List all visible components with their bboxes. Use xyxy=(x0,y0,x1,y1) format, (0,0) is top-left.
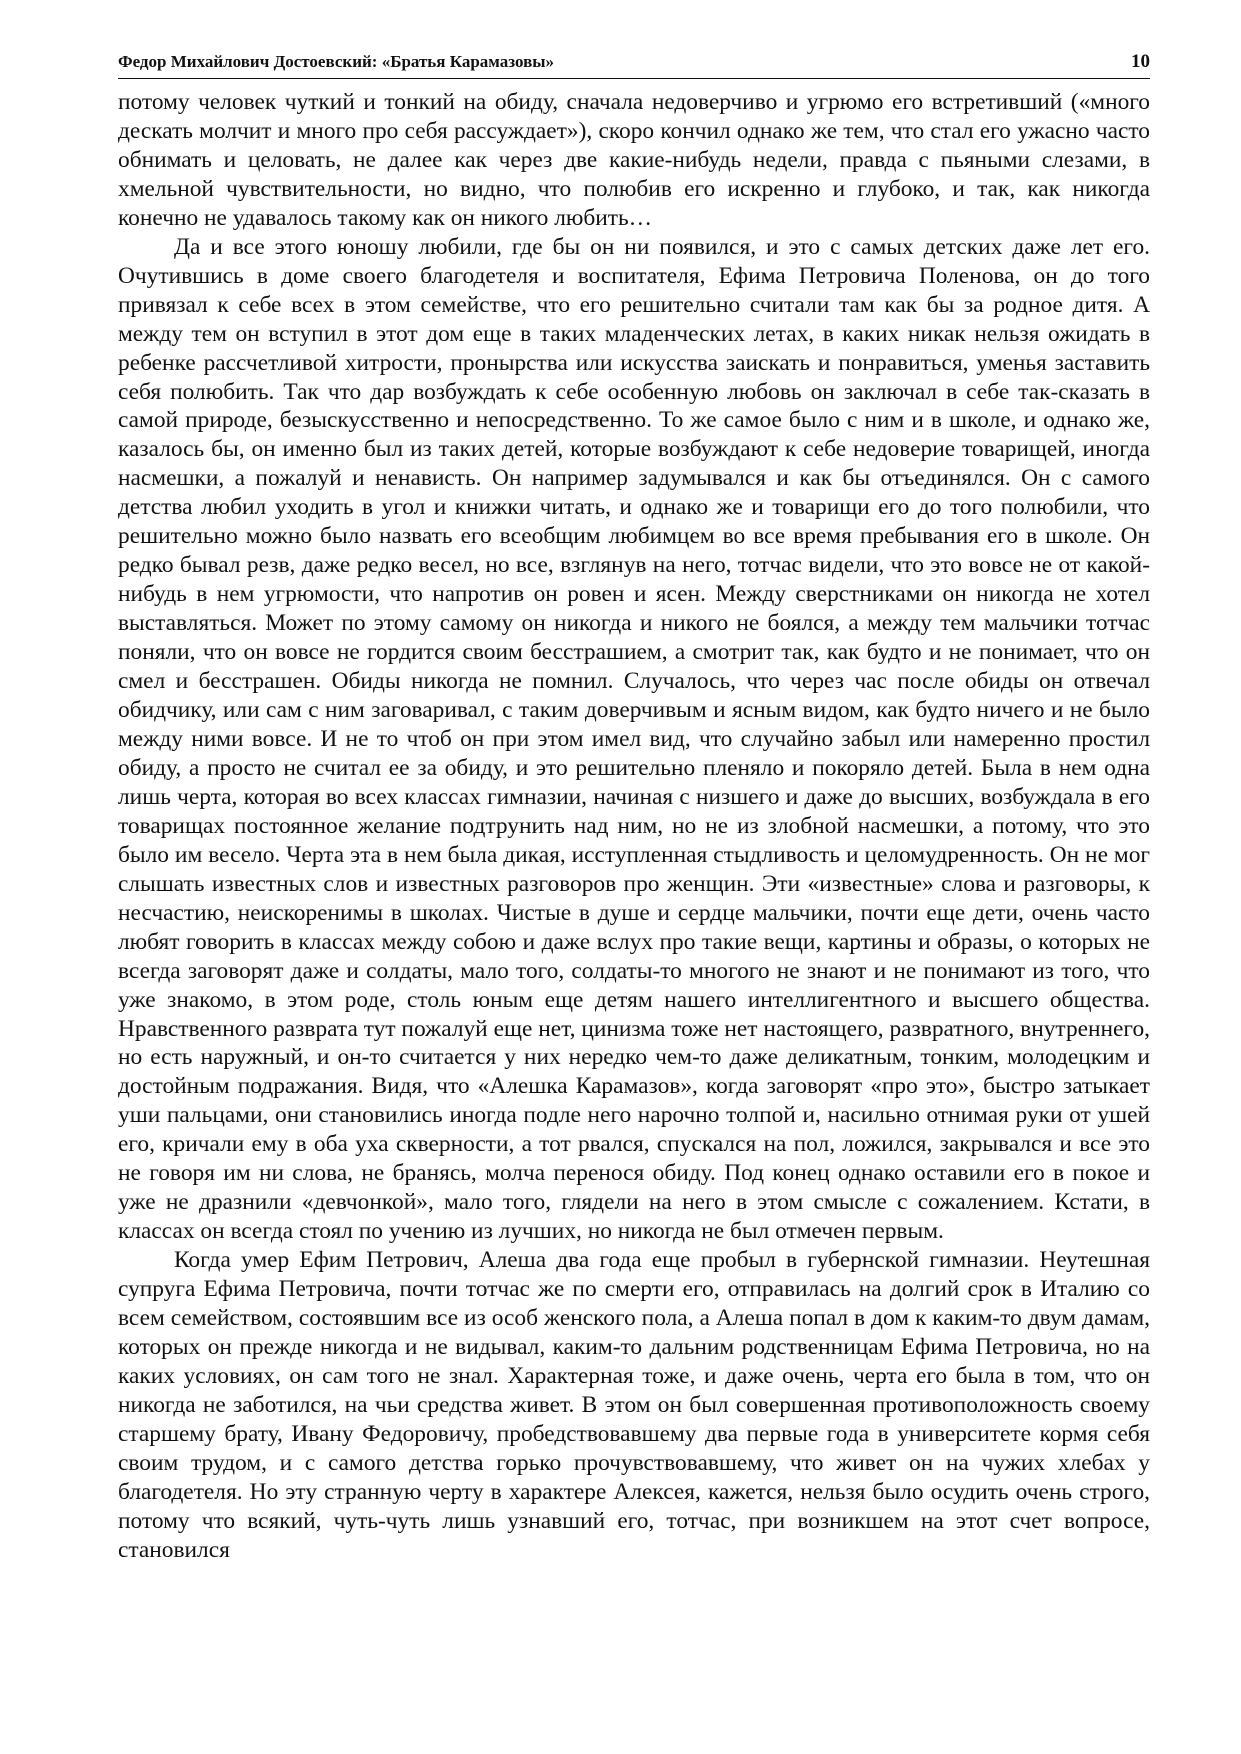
paragraph-1: потому человек чуткий и тонкий на обиду, сначала недоверчиво и угрюмо его встретивший («много дескать молчит и много про себя рассуждает»), скоро кончил однако же тем, что стал его ужасно часто обнимать и целовать, не далее как через две какие-нибудь недели, правда с пьяными слезами, в хмельной чувствительности, но видно, что полюбив его искренно и глубоко, и так, как никогда конечно не удавалось такому как он никого любить… xyxy=(118,89,1150,231)
paragraph-3: Когда умер Ефим Петрович, Алеша два года еще пробыл в губернской гимназии. Неутешная супруга Ефима Петровича, почти тотчас же по смерти его, отправилась на долгий срок в Италию со всем семейством, состоявшим все из особ женского пола, а Алеша попал в дом к каким-то двум дамам, которых он прежде никогда и не видывал, каким-то дальним родственницам Ефима Петровича, но на каких условиях, он сам того не знал. Характерная тоже, и даже очень, черта его была в том, что он никогда не заботился, на чьи средства живет. В этом он был совершенная противоположность своему старшему брату, Ивану Федоровичу, пробедствовавшему два первые года в университете кормя себя своим трудом, и с самого детства горько прочувствовавшему, что живет он на чужих хлебах у благодетеля. Но эту странную черту в характере Алексея, кажется, нельзя было осудить очень строго, потому что всякий, чуть-чуть лишь узнавший его, тотчас, при возникшем на этот счет вопросе, становился xyxy=(118,1247,1150,1563)
page-number: 10 xyxy=(1131,51,1150,72)
body-text xyxy=(118,88,1150,1565)
page xyxy=(118,52,1150,1565)
header-title: Федор Михайлович Достоевский: «Братья Карамазовы» xyxy=(118,52,555,71)
paragraph-2: Да и все этого юношу любили, где бы он ни появился, и это с самых детских даже лет его. Очутившись в доме своего благодетеля и воспитателя, Ефима Петровича Поленова, он до того привязал к себе всех в этом семействе, что его решительно считали там как бы за родное дитя. А между тем он вступил в этот дом еще в таких младенческих летах, в каких никак нельзя ожидать в ребенке рассчетливой хитрости, пронырства или искусства заискать и понравиться, уменья заставить себя полюбить. Так что дар возбуждать к себе особенную любовь он заключал в себе так-сказать в самой природе, безыскусственно и непосредственно. То же самое было с ним и в школе, и однако же, казалось бы, он именно был из таких детей, которые возбуждают к себе недоверие товарищей, иногда насмешки, а пожалуй и ненависть. Он например задумывался и как бы отъединялся. Он с самого детства любил уходить в угол и книжки читать, и однако же и товарищи его до того полюбили, что решительно можно было назвать его всеобщим любимцем во все время пребывания его в школе. Он редко бывал резв, даже редко весел, но все, взглянув на него, тотчас видели, что это вовсе не от какой-нибудь в нем угрюмости, что напротив он ровен и ясен. Между сверстниками он никогда не хотел выставляться. Может по этому самому он никогда и никого не боялся, а между тем мальчики тотчас поняли, что он вовсе не гордится своим бесстрашием, а смотрит так, как будто и не понимает, что он смел и бесстрашен. Обиды никогда не помнил. Случалось, что через час после обиды он отвечал обидчику, или сам с ним заговаривал, с таким доверчивым и ясным видом, как будто ничего и не было между ними вовсе. И не то чтоб он при этом имел вид, что случайно забыл или намеренно простил обиду, а просто не считал ее за обиду, и это решительно пленяло и покоряло детей. Была в нем одна лишь черта, которая во всех классах гимназии, начиная с низшего и даже до высших, возбуждала в его товарищах постоянное желание подтрунить над ним, но не из злобной насмешки, а потому, что это было им весело. Черта эта в нем была дикая, исступленная стыдливость и целомудренность. Он не мог слышать известных слов и известных разговоров про женщин. Эти «известные» слова и разговоры, к несчастию, неискоренимы в школах. Чистые в душе и сердце мальчики, почти еще дети, очень часто любят говорить в классах между собою и даже вслух про такие вещи, картины и образы, о которых не всегда заговорят даже и солдаты, мало того, солдаты-то многого не знают и не понимают из того, что уже знакомо, в этом роде, столь юным еще детям нашего интеллигентного и высшего общества. Нравственного разврата тут пожалуй еще нет, цинизма тоже нет настоящего, развратного, внутреннего, но есть наружный, и он-то считается у них нередко чем-то даже деликатным, тонким, молодецким и достойным подражания. Видя, что «Алешка Карамазов», когда заговорят «про это», быстро затыкает уши пальцами, они становились иногда подле него нарочно толпой и, насильно отнимая руки от ушей его, кричали ему в оба уха скверности, а тот рвался, спускался на пол, ложился, закрывался и все это не говоря им ни слова, не бранясь, молча перенося обиду. Под конец однако оставили его в покое и уже не дразнили «девчонкой», мало того, глядели на него в этом смысле с сожалением. Кстати, в классах он всегда стоял по учению из лучших, но никогда не был отмечен первым. xyxy=(118,233,1150,1245)
running-header xyxy=(118,52,1150,79)
